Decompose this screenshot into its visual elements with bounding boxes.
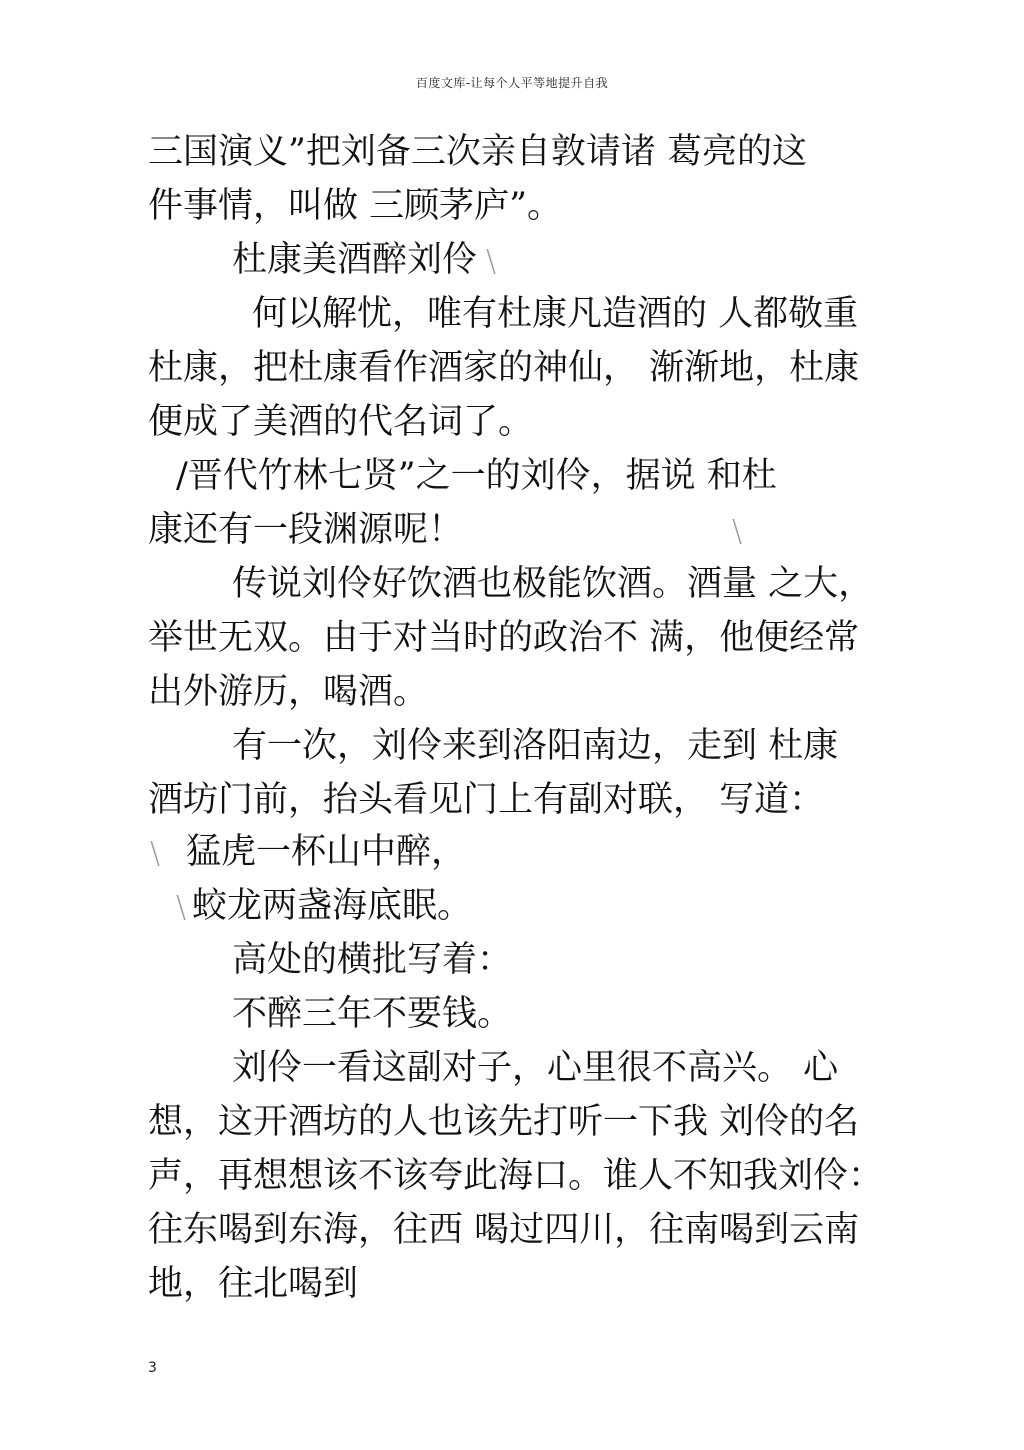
section-heading: 杜康美酒醉刘伶 — [232, 240, 478, 280]
text-line: 想，这开酒坊的人也该先打听一下我 刘伶的名 — [148, 1102, 860, 1142]
scan-mark: \ — [150, 836, 161, 871]
text-line: 杜康，把杜康看作酒家的神仙， 渐渐地，杜康 — [148, 348, 860, 388]
text-line: 何以解忧，唯有杜康凡造酒的 人都敬重 — [252, 294, 859, 334]
couplet-line: 蛟龙两盏海底眠。 — [192, 886, 473, 926]
text-line: 出外游历，喝酒。 — [148, 672, 429, 712]
text-line: 康还有一段渊源呢！ — [148, 510, 464, 550]
text-line: 便成了美酒的代名词了。 — [148, 402, 534, 442]
text-line: /晋代竹林七贤”之一的刘伶，据说 和杜 — [176, 456, 777, 496]
page-header: 百度文库-让每个人平等地提升自我 — [415, 76, 609, 90]
scan-mark: \ — [732, 514, 743, 549]
text-line: 三国演义”把刘备三次亲自敦请诸 葛亮的这 — [148, 132, 808, 172]
scan-mark: \ — [176, 890, 187, 925]
text-line: 不醉三年不要钱。 — [232, 994, 513, 1034]
text-line: 酒坊门前，抬头看见门上有副对联， 写道： — [148, 780, 825, 820]
scan-mark: \ — [486, 244, 497, 279]
text-line: 高处的横批写着： — [232, 940, 513, 980]
text-line: 声，再想想该不该夸此海口。谁人不知我刘伶： — [148, 1156, 884, 1196]
couplet-line: 猛虎一杯山中醉， — [186, 832, 467, 872]
text-line: 传说刘伶好饮酒也极能饮酒。酒量 之大， — [232, 564, 874, 604]
text-line: 有一次，刘伶来到洛阳南边，走到 杜康 — [232, 726, 839, 766]
text-line: 往东喝到东海，往西 喝过四川，往南喝到云南 — [148, 1210, 860, 1250]
page-number: 3 — [148, 1360, 157, 1376]
text-line: 刘伶一看这副对子，心里很不高兴。 心 — [232, 1048, 839, 1088]
text-line: 地，往北喝到 — [148, 1264, 359, 1304]
text-line: 件事情，叫做 三顾茅庐”。 — [148, 186, 563, 226]
text-line: 举世无双。由于对当时的政治不 满，他便经常 — [148, 618, 860, 658]
